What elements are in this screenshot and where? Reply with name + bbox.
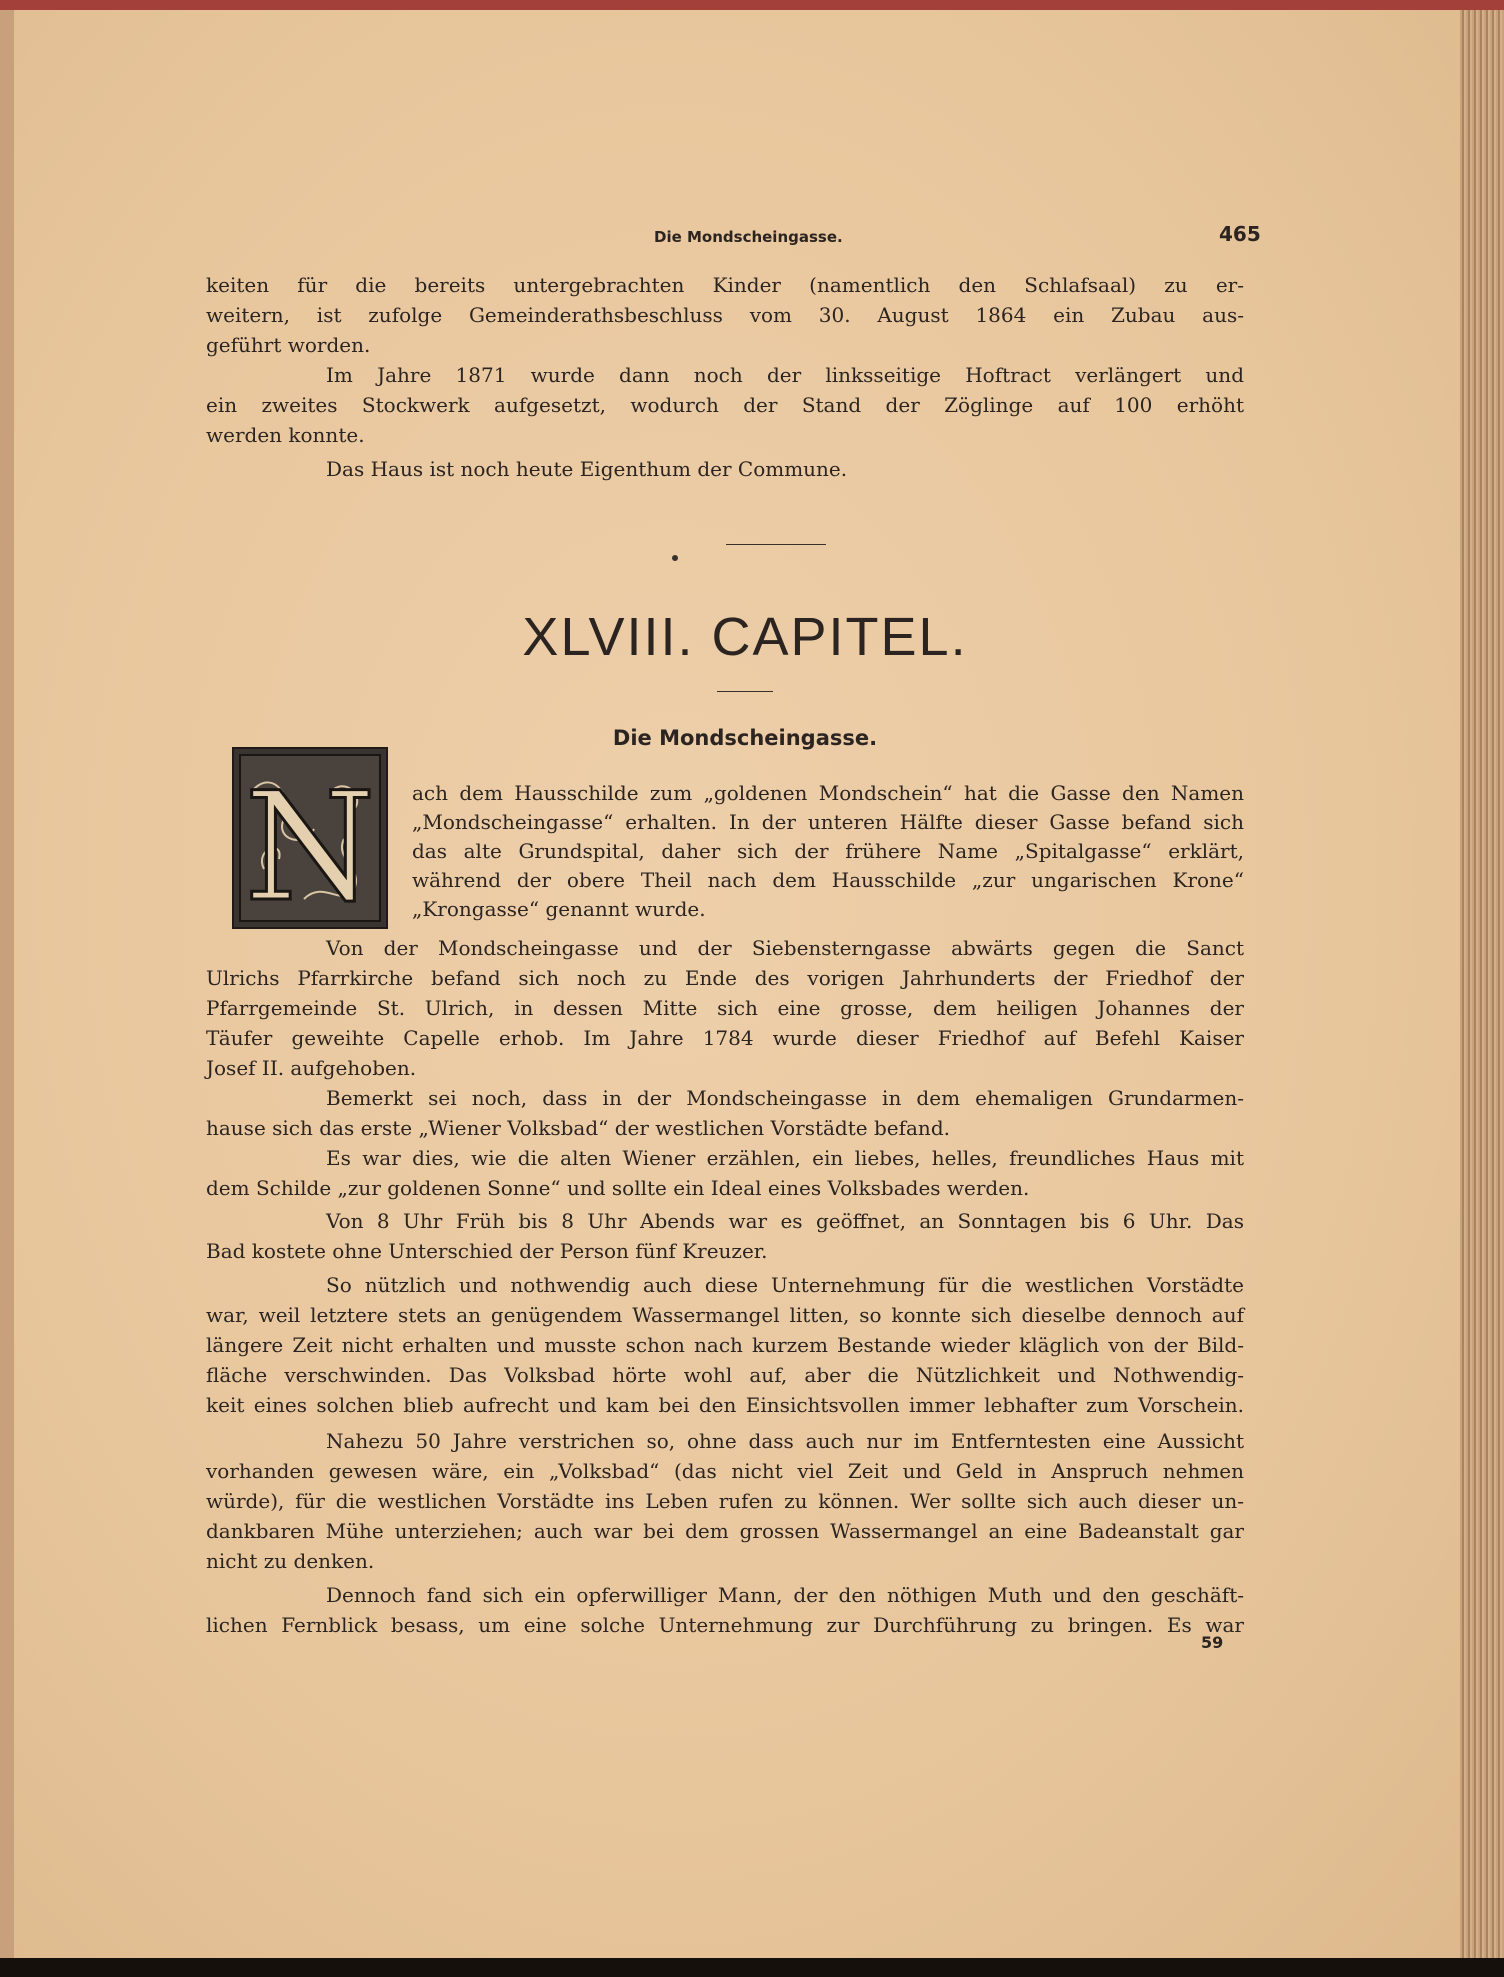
title-rule bbox=[717, 691, 773, 692]
text-line: lichen Fernblick besass, um eine solche Unternehmung zur Durchführung zu bringen. Es war bbox=[206, 1613, 1244, 1637]
text-line: Es war dies, wie die alten Wiener erzählen, ein liebes, helles, freundliches Haus mit bbox=[326, 1146, 1244, 1170]
text-line: weitern, ist zufolge Gemeinderathsbeschluss vom 30. August 1864 ein Zubau aus- bbox=[206, 303, 1244, 327]
running-head: Die Mondscheingasse. bbox=[654, 228, 843, 246]
text-line: Nahezu 50 Jahre verstrichen so, ohne dass auch nur im Entferntesten eine Aussicht bbox=[326, 1429, 1244, 1453]
text-line: „Mondscheingasse“ erhalten. In der unteren Hälfte dieser Gasse befand sich bbox=[412, 810, 1244, 834]
text-line: keiten für die bereits untergebrachten Kinder (namentlich den Schlafsaal) zu er- bbox=[206, 273, 1244, 297]
page-edges bbox=[1460, 10, 1504, 1960]
text-line: „Krongasse“ genannt wurde. bbox=[412, 897, 706, 921]
text-line: war, weil letztere stets an genügendem Wassermangel litten, so konnte sich dieselbe dennoch auf bbox=[206, 1303, 1244, 1327]
page bbox=[14, 10, 1477, 1960]
text-line: geführt worden. bbox=[206, 333, 371, 357]
text-line: das alte Grundspital, daher sich der frühere Name „Spitalgasse“ erklärt, bbox=[412, 839, 1244, 863]
text-line: Im Jahre 1871 wurde dann noch der linksseitige Hoftract verlängert und bbox=[326, 363, 1244, 387]
text-line: ein zweites Stockwerk aufgesetzt, wodurch der Stand der Zöglinge auf 100 erhöht bbox=[206, 393, 1244, 417]
text-line: So nützlich und nothwendig auch diese Unternehmung für die westlichen Vorstädte bbox=[326, 1273, 1244, 1297]
text-line: dankbaren Mühe unterziehen; auch war bei dem grossen Wassermangel an eine Badeanstalt gar bbox=[206, 1519, 1244, 1543]
text-line: Pfarrgemeinde St. Ulrich, in dessen Mitte sich eine grosse, dem heiligen Johannes der bbox=[206, 996, 1244, 1020]
text-line: hause sich das erste „Wiener Volksbad“ der westlichen Vorstädte befand. bbox=[206, 1116, 950, 1140]
text-line: vorhanden gewesen wäre, ein „Volksbad“ (das nicht viel Zeit und Geld in Anspruch nehmen bbox=[206, 1459, 1244, 1483]
text-line: Von 8 Uhr Früh bis 8 Uhr Abends war es geöffnet, an Sonntagen bis 6 Uhr. Das bbox=[326, 1209, 1244, 1233]
text-line: Bemerkt sei noch, dass in der Mondscheingasse in dem ehemaligen Grundarmen- bbox=[326, 1086, 1244, 1110]
text-line: Bad kostete ohne Unterschied der Person fünf Kreuzer. bbox=[206, 1239, 768, 1263]
text-line: dem Schilde „zur goldenen Sonne“ und sollte ein Ideal eines Volksbades werden. bbox=[206, 1176, 1030, 1200]
text-line: fläche verschwinden. Das Volksbad hörte wohl auf, aber die Nützlichkeit und Nothwendig- bbox=[206, 1363, 1244, 1387]
section-divider bbox=[726, 544, 826, 545]
text-line: Von der Mondscheingasse und der Siebensterngasse abwärts gegen die Sanct bbox=[326, 936, 1244, 960]
ink-dot bbox=[672, 555, 678, 561]
left-margin-strip bbox=[0, 10, 14, 1960]
decorative-initial bbox=[232, 747, 388, 929]
text-line: Dennoch fand sich ein opferwilliger Mann, der den nöthigen Muth und den geschäft- bbox=[326, 1583, 1244, 1607]
text-line: keit eines solchen blieb aufrecht und kam bei den Einsichtsvollen immer lebhafter zum Vorschein. bbox=[206, 1393, 1244, 1417]
text-line: ach dem Hausschilde zum „goldenen Mondschein“ hat die Gasse den Namen bbox=[412, 781, 1244, 805]
text-line: würde), für die westlichen Vorstädte ins Leben rufen zu können. Wer sollte sich auch dieser un- bbox=[206, 1489, 1244, 1513]
text-line: Josef II. aufgehoben. bbox=[206, 1056, 417, 1080]
page-number: 465 bbox=[1219, 222, 1261, 246]
bottom-shadow bbox=[0, 1958, 1504, 1977]
text-line: werden konnte. bbox=[206, 423, 365, 447]
text-line: Täufer geweihte Capelle erhob. Im Jahre 1784 wurde dieser Friedhof auf Befehl Kaiser bbox=[206, 1026, 1244, 1050]
text-line: Das Haus ist noch heute Eigenthum der Commune. bbox=[326, 457, 848, 481]
section-title: Die Mondscheingasse. bbox=[612, 726, 878, 750]
chapter-title: XLVIII. CAPITEL. bbox=[522, 607, 968, 667]
initial-letter: N bbox=[244, 761, 376, 927]
signature-mark: 59 bbox=[1201, 1633, 1224, 1652]
text-line: nicht zu denken. bbox=[206, 1549, 375, 1573]
ornament-icon bbox=[234, 749, 386, 927]
text-line: während der obere Theil nach dem Hausschilde „zur ungarischen Krone“ bbox=[412, 868, 1244, 892]
text-line: Ulrichs Pfarrkirche befand sich noch zu Ende des vorigen Jahrhunderts der Friedhof der bbox=[206, 966, 1244, 990]
text-line: längere Zeit nicht erhalten und musste schon nach kurzem Bestande wieder kläglich von der Bild- bbox=[206, 1333, 1244, 1357]
